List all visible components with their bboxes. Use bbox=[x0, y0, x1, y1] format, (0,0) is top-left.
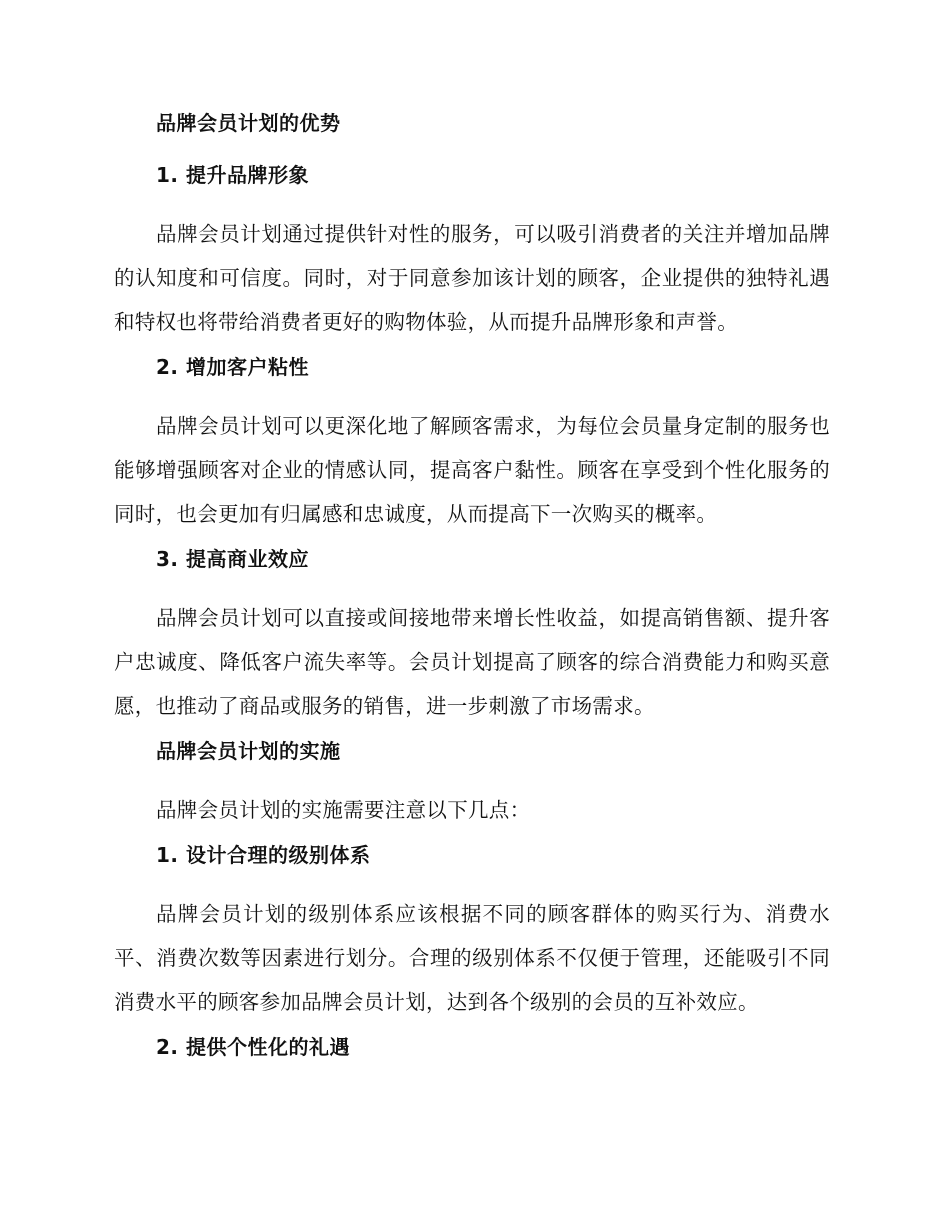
subheading-tier-system: 1. 设计合理的级别体系 bbox=[156, 843, 371, 867]
subheading-personalized-benefits: 2. 提供个性化的礼遇 bbox=[156, 1035, 350, 1059]
paragraph-tier-system: 品牌会员计划的级别体系应该根据不同的顾客群体的购买行为、消费水平、消费次数等因素进行划分。合理的级别体系不仅便于管理，还能吸引不同消费水平的顾客参加品牌会员计划，达到各个级别的会员的互补效应。 bbox=[114, 902, 830, 1014]
paragraph-business-effect: 品牌会员计划可以直接或间接地带来增长性收益，如提高销售额、提升客户忠诚度、降低客户流失率等。会员计划提高了顾客的综合消费能力和购买意愿，也推动了商品或服务的销售，进一步刺激了市场需求。 bbox=[114, 606, 830, 718]
subheading-customer-stickiness: 2. 增加客户粘性 bbox=[156, 355, 309, 379]
subheading-business-effect: 3. 提高商业效应 bbox=[156, 547, 309, 571]
paragraph-customer-stickiness: 品牌会员计划可以更深化地了解顾客需求，为每位会员量身定制的服务也能够增强顾客对企业的情感认同，提高客户黏性。顾客在享受到个性化服务的同时，也会更加有归属感和忠诚度，从而提高下一次购买的概率。 bbox=[114, 414, 830, 526]
paragraph-implementation-intro: 品牌会员计划的实施需要注意以下几点： bbox=[156, 798, 531, 822]
section-heading-advantages: 品牌会员计划的优势 bbox=[156, 111, 341, 135]
section-heading-implementation: 品牌会员计划的实施 bbox=[156, 739, 341, 763]
subheading-brand-image: 1. 提升品牌形象 bbox=[156, 163, 309, 187]
paragraph-brand-image: 品牌会员计划通过提供针对性的服务，可以吸引消费者的关注并增加品牌的认知度和可信度。同时，对于同意参加该计划的顾客，企业提供的独特礼遇和特权也将带给消费者更好的购物体验，从而提升品牌形象和声誉。 bbox=[114, 222, 830, 334]
document-body bbox=[114, 108, 830, 1084]
